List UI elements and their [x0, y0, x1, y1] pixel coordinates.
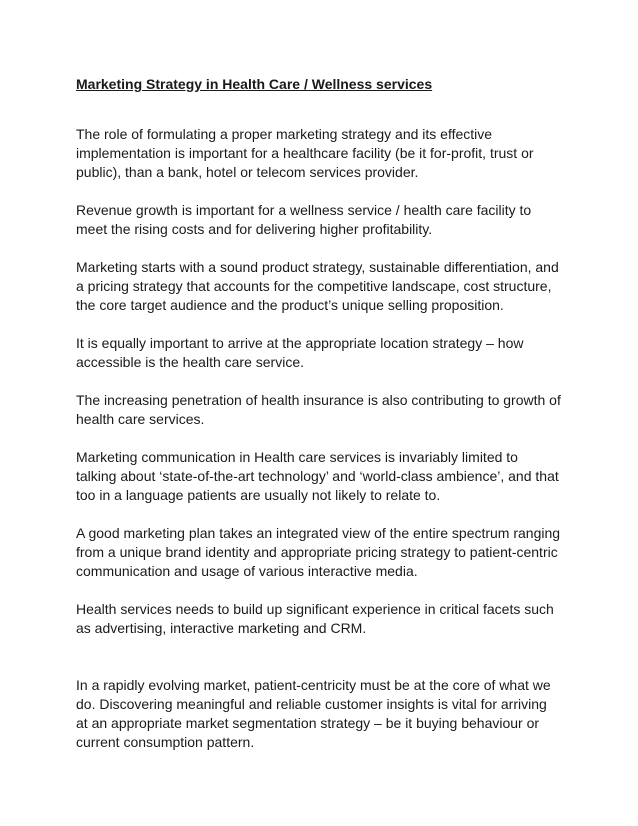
paragraph-product-strategy: Marketing starts with a sound product strategy, sustainable differentiation, and a pricing strategy that accounts for the competitive landscape, cost structure, the core target audience and the product’s unique selling proposition.	[76, 259, 559, 313]
spacer	[76, 182, 562, 201]
paragraph-location-strategy: It is equally important to arrive at the appropriate location strategy – how accessible is the health care service.	[76, 335, 524, 370]
paragraph-health-services-experience: Health services needs to build up significant experience in critical facets such as advertising, interactive marketing and CRM.	[76, 601, 554, 636]
spacer	[76, 505, 562, 524]
spacer	[76, 581, 562, 600]
document-title: Marketing Strategy in Health Care / Wellness services	[76, 76, 433, 92]
paragraph-marketing-communication: Marketing communication in Health care services is invariably limited to talking about ‘state-of-the-art technology’ and ‘world-class ambience’, and that too in a language patients are usually not likely to relate to.	[76, 449, 559, 503]
spacer	[76, 372, 562, 391]
paragraph-marketing-plan: A good marketing plan takes an integrated view of the entire spectrum ranging from a unique brand identity and appropriate pricing strategy to patient-centric communication and usage of various interactive media.	[76, 525, 561, 579]
spacer	[76, 429, 562, 448]
spacer	[76, 315, 562, 334]
paragraph-role-of-marketing: The role of formulating a proper marketing strategy and its effective implementation is important for a healthcare facility (be it for-profit, trust or public), than a bank, hotel or telecom services provider.	[76, 126, 534, 180]
spacer	[76, 94, 562, 125]
paragraph-patient-centricity: In a rapidly evolving market, patient-centricity must be at the core of what we do. Discovering meaningful and reliable customer insights is vital for arriving at an appropriate market segmentation strategy – be it buying behaviour or current consumption pattern.	[76, 677, 551, 750]
paragraph-revenue-growth: Revenue growth is important for a wellness service / health care facility to meet the rising costs and for delivering higher profitability.	[76, 202, 532, 237]
spacer	[76, 638, 562, 676]
paragraph-health-insurance: The increasing penetration of health insurance is also contributing to growth of health care services.	[76, 392, 561, 427]
spacer	[76, 239, 562, 258]
